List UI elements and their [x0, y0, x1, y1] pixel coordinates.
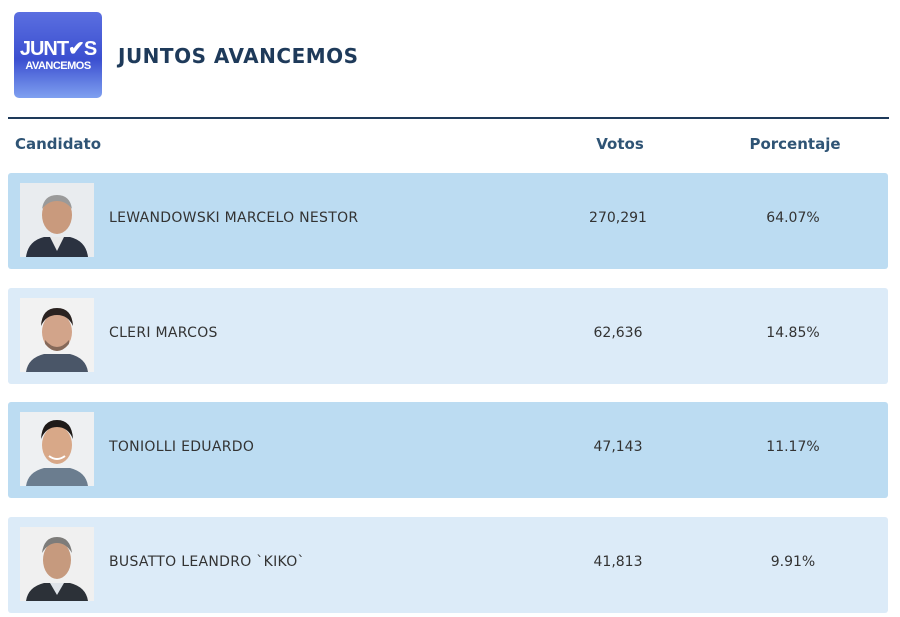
- candidate-percent: 9.91%: [770, 554, 816, 570]
- candidate-row[interactable]: [8, 517, 888, 613]
- header-divider: [8, 117, 889, 119]
- candidate-photo: [20, 412, 94, 486]
- candidate-votes: 62,636: [593, 325, 643, 341]
- candidate-percent: 11.17%: [766, 439, 820, 455]
- candidate-row[interactable]: [8, 402, 888, 498]
- candidate-votes: 41,813: [593, 554, 643, 570]
- column-header-votes: Votos: [596, 135, 644, 153]
- candidate-percent: 14.85%: [766, 325, 820, 341]
- logo-line1: JUNT✔S: [19, 37, 97, 60]
- candidate-percent: 64.07%: [766, 210, 820, 226]
- party-header: [14, 12, 889, 100]
- candidate-row[interactable]: [8, 288, 888, 384]
- party-name: JUNTOS AVANCEMOS: [118, 44, 359, 68]
- candidate-photo: [20, 527, 94, 601]
- candidate-name: BUSATTO LEANDRO `KIKO`: [109, 554, 305, 570]
- logo-line2: AVANCEMOS: [25, 59, 91, 72]
- candidate-votes: 47,143: [593, 439, 643, 455]
- candidate-row[interactable]: [8, 173, 888, 269]
- candidate-votes: 270,291: [589, 210, 647, 226]
- party-logo: [14, 12, 102, 98]
- column-header-percent: Porcentaje: [749, 135, 841, 153]
- candidate-photo: [20, 183, 94, 257]
- candidate-name: TONIOLLI EDUARDO: [109, 439, 255, 455]
- column-header-candidate: Candidato: [15, 135, 102, 153]
- candidate-photo: [20, 298, 94, 372]
- candidate-name: LEWANDOWSKI MARCELO NESTOR: [109, 210, 359, 226]
- candidate-name: CLERI MARCOS: [109, 325, 218, 341]
